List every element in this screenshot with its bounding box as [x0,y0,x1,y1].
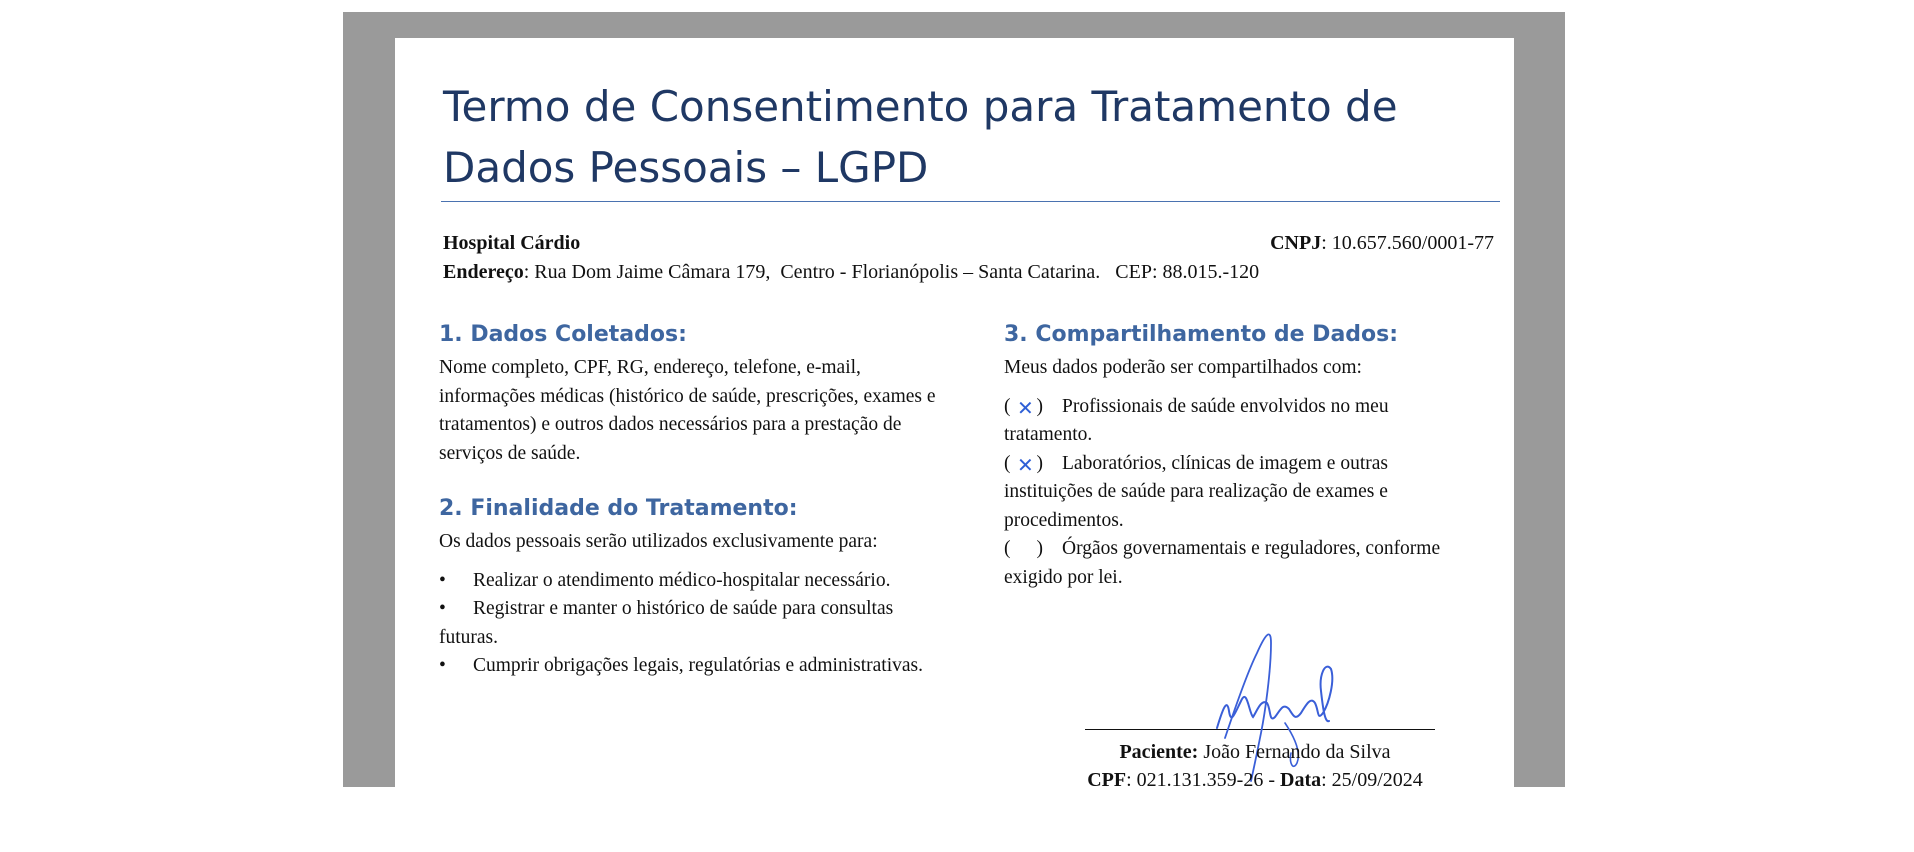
section-3-text: Meus dados poderão ser compartilhados com: [1004,357,1362,378]
patient-signature-block [1025,658,1485,787]
document-title: Termo de Consentimento para Tratamento de Dados Pessoais – LGPD [443,82,1398,192]
sharing-checkbox-checked[interactable] [1004,450,1062,479]
sharing-option-text: Órgãos governamentais e reguladores, conforme exigido por lei. [1004,538,1441,588]
section-3-heading: 3. Compartilhamento de Dados: [1004,322,1399,347]
hospital-cnpj [1270,232,1494,255]
section-2-heading: 2. Finalidade do Tratamento: [439,496,798,521]
purpose-list-item-text: Cumprir obrigações legais, regulatórias e administrativas. [473,655,923,676]
checkbox-paren-right: ) [1036,452,1043,474]
purpose-list [439,567,939,681]
checkmark-x-icon: ✕ [1017,452,1034,477]
sharing-option-text: Profissionais de saúde envolvidos no meu tratamento. [1004,395,1389,445]
checkbox-paren-left: ( [1004,538,1011,559]
left-column [439,320,939,681]
patient-name: João Fernando da Silva [1198,741,1391,763]
purpose-list-item-text: Realizar o atendimento médico-hospitalar necessário. [473,569,891,591]
cnpj-value: : 10.657.560/0001-77 [1321,232,1494,254]
right-column [1004,320,1474,592]
address-label: Endereço [443,261,524,283]
bullet-icon: • [439,598,446,619]
section-2-text: Os dados pessoais serão utilizados exclusivamente para: [439,531,878,552]
address-value: : Rua Dom Jaime Câmara 179, Centro - Florianópolis – Santa Catarina. CEP: 88.015.-120 [523,261,1260,283]
sharing-checkbox-checked[interactable] [1004,393,1062,422]
bullet-icon: • [439,655,446,676]
sharing-option-professionals [1004,393,1474,450]
patient-cpf-date-line [1025,766,1485,787]
hospital-name: Hospital Cárdio [443,232,581,254]
patient-name-line [1025,738,1485,766]
section-1-heading: 1. Dados Coletados: [439,322,687,347]
date-label: Data [1280,769,1322,787]
purpose-list-item [439,595,939,652]
sharing-option-government [1004,535,1474,592]
bullet-icon: • [439,569,446,591]
purpose-list-item [439,652,939,681]
cpf-label: CPF [1087,769,1127,787]
document-page[interactable] [395,38,1514,787]
checkbox-paren-left: ( [1004,452,1011,474]
sharing-checkbox-unchecked[interactable] [1004,535,1062,564]
cpf-value: : 021.131.359-26 - [1126,769,1280,787]
patient-label: Paciente: [1119,741,1199,763]
checkbox-paren-right: ) [1036,395,1043,417]
sharing-option-labs [1004,450,1474,536]
checkbox-paren-left: ( [1004,395,1011,417]
section-1-text: Nome completo, CPF, RG, endereço, telefone, e-mail, informações médicas (histórico de saúde, prescrições, exames e tratamentos) e outros dados necessários para a prestação de serviços de saúde. [439,357,936,464]
title-divider [441,201,1500,202]
checkbox-paren-right: ) [1036,538,1043,559]
purpose-list-item [439,567,939,596]
checkmark-x-icon: ✕ [1017,395,1034,420]
sharing-option-text: Laboratórios, clínicas de imagem e outras instituições de saúde para realização de exames e procedimentos. [1004,452,1388,531]
hospital-address [443,261,1493,284]
date-value: : 25/09/2024 [1321,769,1423,787]
cnpj-label: CNPJ [1270,232,1322,254]
purpose-list-item-text: Registrar e manter o histórico de saúde para consultas futuras. [439,598,894,648]
